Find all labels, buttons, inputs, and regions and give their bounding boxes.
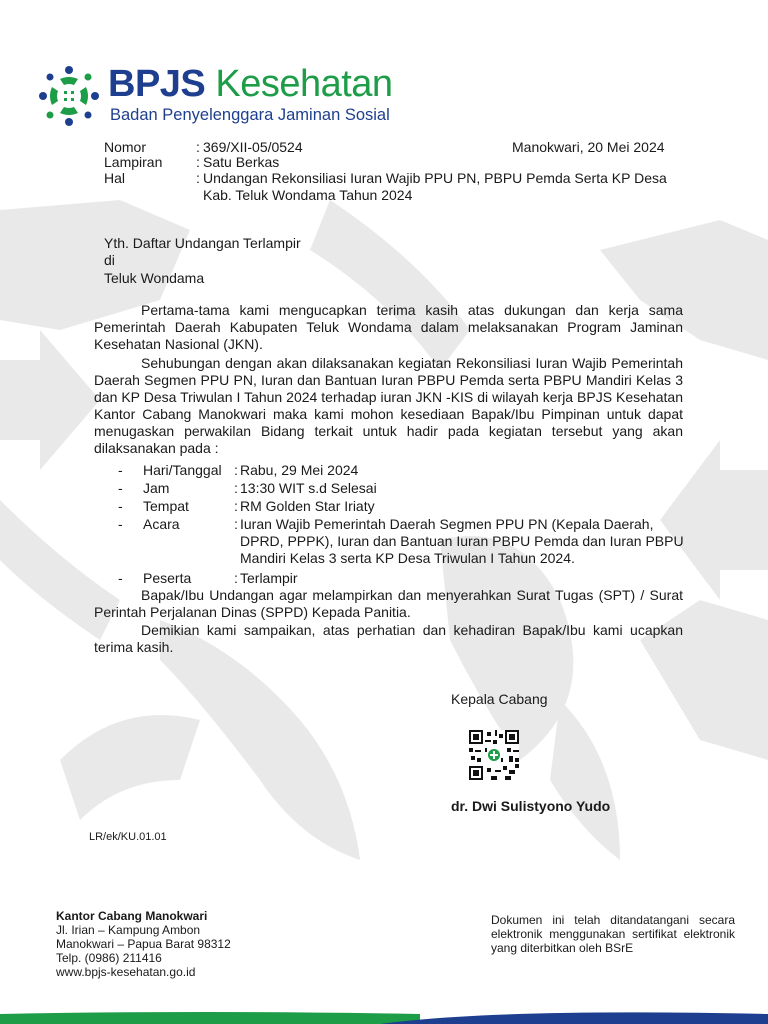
logo-title-bpjs: BPJS [108,63,206,105]
detail-label-peserta: Peserta [143,570,192,586]
detail-colon: : [234,462,238,478]
footer-office: Kantor Cabang Manokwari [56,909,208,923]
lampiran-colon: : [196,154,200,170]
detail-value-hari: Rabu, 29 Mei 2024 [240,462,359,478]
lampiran-label: Lampiran [104,154,163,170]
digital-signature-note: Dokumen ini telah ditandatangani secara elektronik menggunakan sertifikat elektronik yang diterbitkan oleh BSrE [491,913,735,955]
lampiran-value: Satu Berkas [203,154,280,170]
recipient-line2: di [104,252,115,268]
body-paragraph-3: Bapak/Ibu Undangan agar melampirkan dan menyerahkan Surat Tugas (SPT) / Surat Perintah Perjalanan Dinas (SPPD) Kepada Panitia. [94,587,683,620]
recipient-line3: Teluk Wondama [104,270,205,286]
detail-colon: : [234,480,238,496]
detail-label-jam: Jam [143,480,170,496]
detail-label-hari: Hari/Tanggal [143,462,222,478]
detail-colon: : [234,570,238,586]
detail-value-peserta: Terlampir [240,570,298,586]
nomor-label: Nomor [104,139,147,155]
hal-colon: : [196,170,200,186]
detail-value-tempat: RM Golden Star Iriaty [240,498,375,514]
body-paragraph-4: Demikian kami sampaikan, atas perhatian dan kehadiran Bapak/Ibu kami ucapkan terima kasih. [94,622,683,655]
footer-website[interactable]: www.bpjs-kesehatan.go.id [56,965,196,979]
logo-wordmark [108,64,393,104]
footer-address-line1: Jl. Irian – Kampung Ambon [56,923,201,937]
body-paragraph-2: Sehubungan dengan akan dilaksanakan kegiatan Rekonsiliasi Iuran Wajib Pemerintah Daerah Segmen PPU PN, Iuran dan Bantuan Iuran PBPU Pemda serta PBPU Mandiri Kelas 3 dan KP Desa Triwulan I Tahun 2024 terhadap iuran JKN -KIS di wilayah kerja BPJS Kesehatan Kantor Cabang Manokwari maka kami mohon kesediaan Bapak/Ibu Pimpinan untuk dapat menugaskan perwakilan Bidang terkait untuk hadir pada kegiatan tersebut yang akan dilaksanakan pada : [94,355,683,456]
body-paragraph-1: Pertama-tama kami mengucapkan terima kasih atas dukungan dan kerja sama Pemerintah Daerah Kabupaten Teluk Wondama dalam melaksanakan Program Jaminan Kesehatan Nasional (JKN). [94,302,683,352]
detail-colon: : [234,498,238,514]
list-dash: - [118,570,123,586]
recipient-line1: Yth. Daftar Undangan Terlampir [104,235,301,251]
detail-value-jam: 13:30 WIT s.d Selesai [240,480,377,496]
logo-subtitle: Badan Penyelenggara Jaminan Sosial [110,106,390,124]
footer-color-bar [0,1008,768,1024]
footer-address-line2: Manokwari – Papua Barat 98312 [56,937,231,951]
nomor-colon: : [196,139,200,155]
qr-code-icon [469,730,519,780]
detail-label-acara: Acara [143,516,180,532]
bpjs-logo-icon [38,65,100,127]
logo-title-kesehatan: Kesehatan [215,63,393,105]
list-dash: - [118,480,123,496]
detail-label-tempat: Tempat [143,498,189,514]
detail-colon: : [234,516,238,532]
signer-name: dr. Dwi Sulistyono Yudo [451,798,611,814]
detail-value-acara: Iuran Wajib Pemerintah Daerah Segmen PPU PN (Kepala Daerah, DPRD, PPPK), Iuran dan Bantuan Iuran PBPU Pemda dan Iuran PBPU Mandiri Kelas 3 serta KP Desa Triwulan I Tahun 2024. [240,516,684,566]
nomor-value: 369/XII-05/0524 [203,139,303,155]
list-dash: - [118,498,123,514]
footer-address [56,909,231,979]
signature-title: Kepala Cabang [451,691,548,707]
footer-phone: Telp. (0986) 211416 [56,951,162,965]
letter-date: Manokwari, 20 Mei 2024 [512,139,665,155]
list-dash: - [118,462,123,478]
list-dash: - [118,516,123,532]
hal-label: Hal [104,170,126,186]
hal-value: Undangan Rekonsiliasi Iuran Wajib PPU PN, PBPU Pemda Serta KP Desa Kab. Teluk Wondama Tahun 2024 [203,170,667,203]
reference-code: LR/ek/KU.01.01 [89,831,167,843]
